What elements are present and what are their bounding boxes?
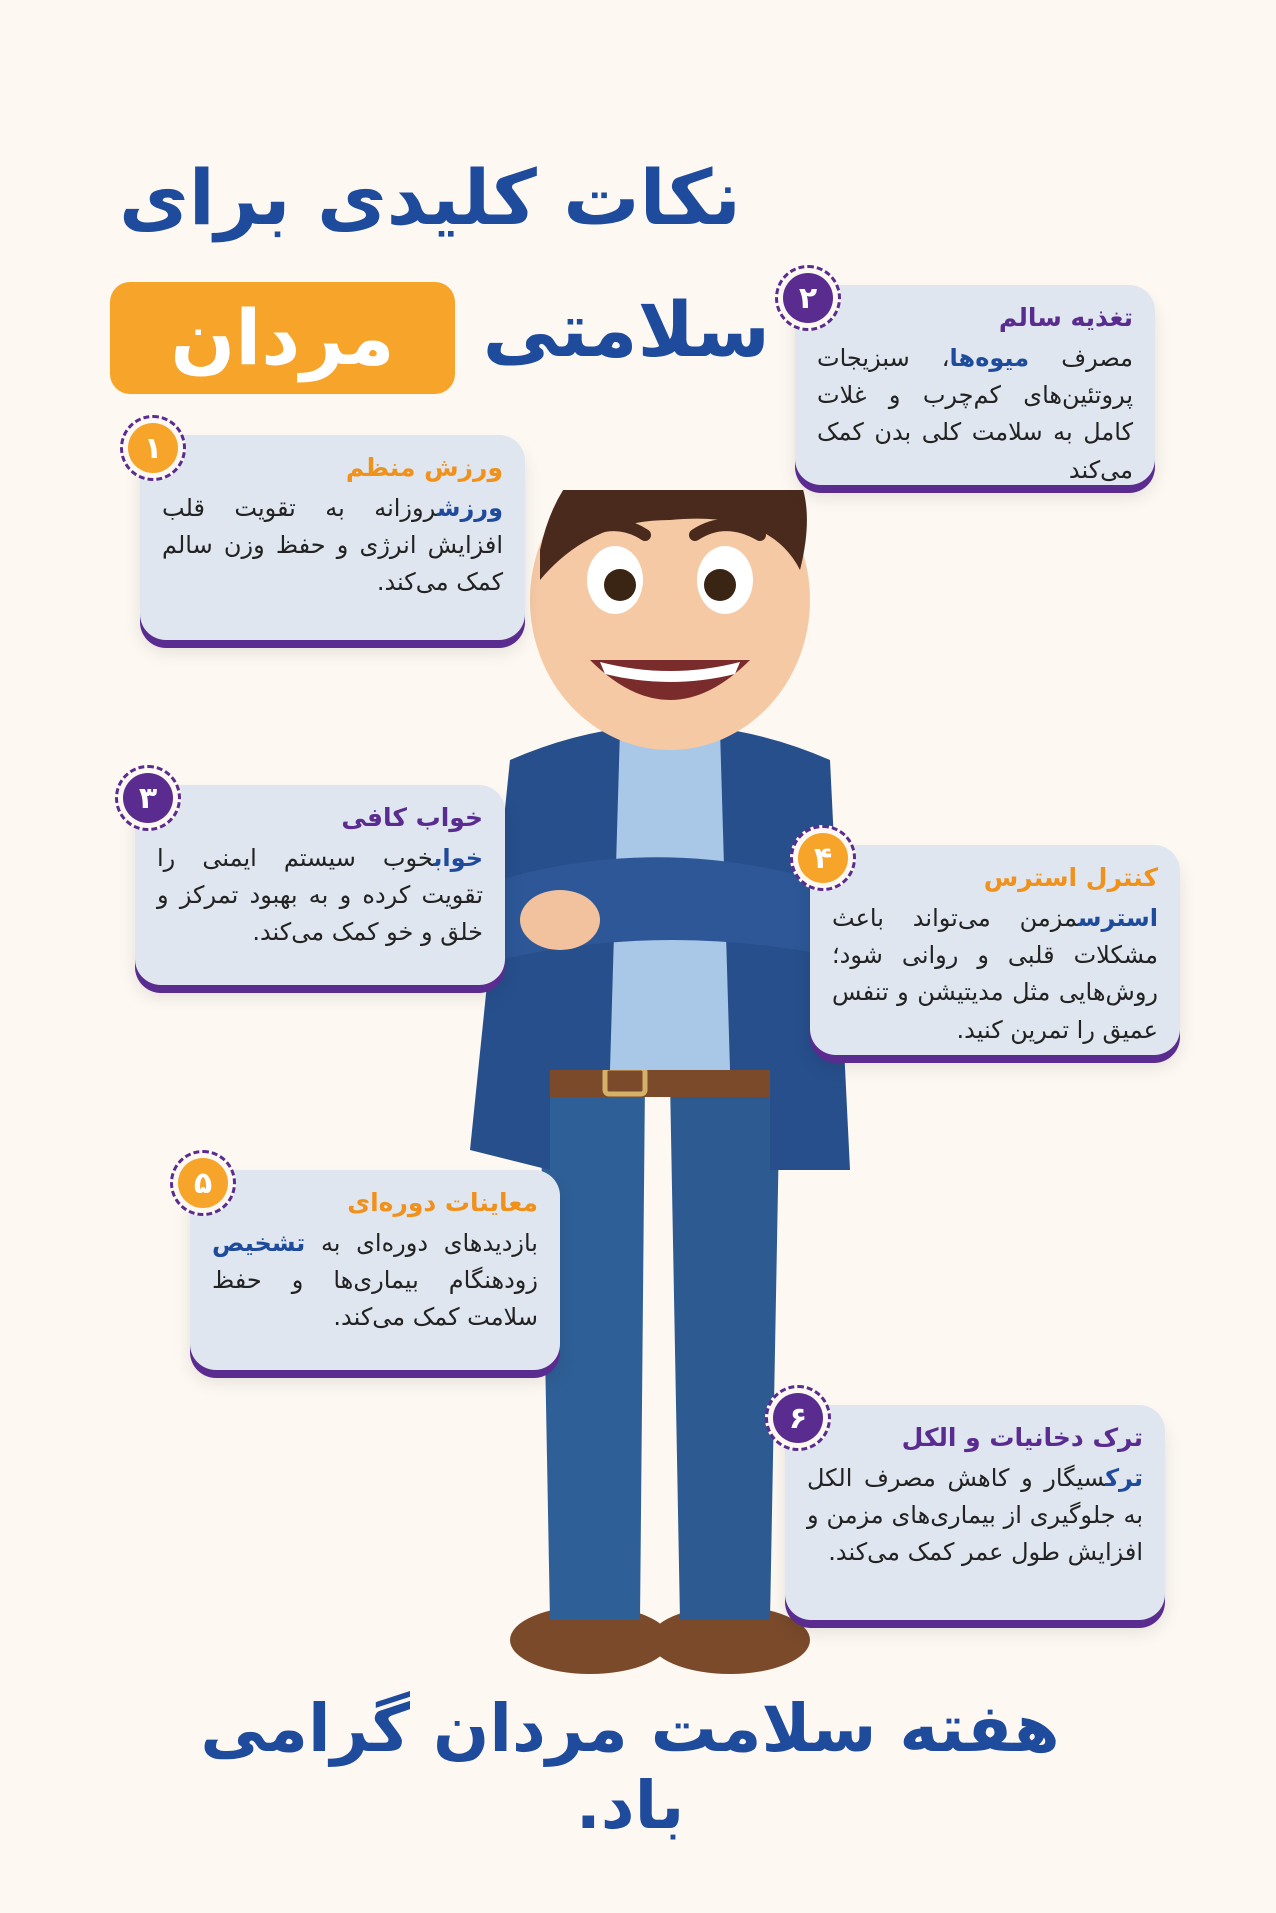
card-text (832, 900, 1158, 1049)
number-badge-6: ۶ (765, 1385, 831, 1451)
number-badge-3: ۳ (115, 765, 181, 831)
card-title: ترک دخانیات و الکل (901, 1423, 1143, 1452)
tip-card-exercise (140, 435, 525, 640)
card-keyword: خواب (433, 844, 483, 872)
card-text (807, 1460, 1143, 1572)
card-text (157, 840, 483, 952)
page-title-line2 (110, 282, 770, 402)
number-badge-5: ۵ (170, 1150, 236, 1216)
card-body-text: سیگار و کاهش مصرف الکل به جلوگیری از بیماری‌های مزمن و افزایش طول عمر کمک می‌کند. (807, 1464, 1143, 1567)
card-title: ورزش منظم (345, 453, 503, 482)
tip-card-checkups (190, 1170, 560, 1370)
card-body-text: خوب سیستم ایمنی را تقویت کرده و به بهبود تمرکز و خلق و خو کمک می‌کند. (157, 844, 483, 947)
title-word-men-highlight: مردان (110, 282, 455, 394)
number-badge-4: ۴ (790, 825, 856, 891)
page-title-line1: نکات کلیدی برای (119, 153, 741, 242)
card-text (162, 490, 503, 602)
card-keyword: ترک (1105, 1464, 1143, 1492)
card-title: کنترل استرس (983, 863, 1158, 892)
card-prefix: بازدیدهای دوره‌ای به (320, 1229, 538, 1257)
card-title: خواب کافی (341, 803, 483, 832)
tip-card-nutrition (795, 285, 1155, 485)
tip-card-sleep (135, 785, 505, 985)
card-text (212, 1225, 538, 1337)
card-keyword: میوه‌ها (949, 344, 1030, 372)
tip-card-stress (810, 845, 1180, 1055)
number-badge-2: ۲ (775, 265, 841, 331)
card-title: تغذیه سالم (998, 303, 1133, 332)
card-keyword: استرس (1077, 904, 1158, 932)
card-keyword: تشخیص (212, 1229, 306, 1257)
card-keyword: ورزش (436, 494, 503, 522)
card-body-text: مزمن می‌تواند باعث مشکلات قلبی و روانی شود؛ روش‌هایی مثل مدیتیشن و تنفس عمیق را تمرین کنید. (832, 904, 1158, 1044)
title-word-health: سلامتی (482, 285, 770, 374)
card-body-text: ، سبزیجات پروتئین‌های کم‌چرب و غلات کامل به سلامت کلی بدن کمک می‌کند (817, 344, 1133, 484)
tip-card-quit-smoking (785, 1405, 1165, 1620)
footer-greeting: هفته سلامت مردان گرامی باد. (200, 1690, 1060, 1844)
card-text (817, 340, 1133, 489)
card-body-text: زودهنگام بیماری‌ها و حفظ سلامت کمک می‌کند. (212, 1266, 538, 1332)
card-title: معاینات دوره‌ای (347, 1188, 538, 1217)
card-prefix: مصرف (1061, 344, 1133, 372)
number-badge-1: ۱ (120, 415, 186, 481)
card-body-text: روزانه به تقویت قلب افزایش انرژی و حفظ وزن سالم کمک می‌کند. (162, 494, 503, 597)
